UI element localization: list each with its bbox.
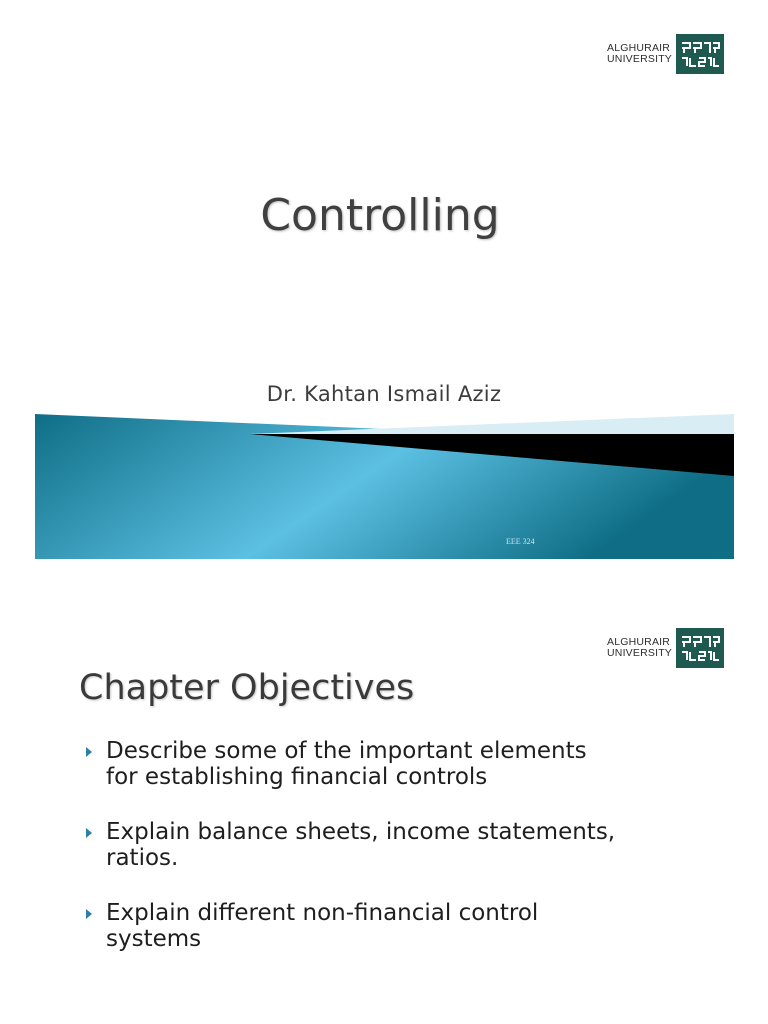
bullet-line-2: ratios. [106,845,179,871]
decorative-banner [35,414,734,559]
university-emblem-icon [676,34,724,74]
list-item [82,900,722,952]
author-name: Dr. Kahtan Ismail Aziz [266,382,502,406]
university-logo [607,628,724,668]
slide-title: Chapter Objectives [79,668,415,708]
logo-line-1: ALGHURAIR [607,42,671,54]
objectives-slide [0,590,768,1024]
university-emblem-icon [676,628,724,668]
bullet-line-2: for establishing financial controls [106,764,488,790]
list-item [82,819,722,871]
bullet-line-2: systems [106,926,202,952]
logo-line-2: UNIVERSITY [607,647,673,659]
bullet-line-1: Describe some of the important elements [106,738,587,764]
logo-text [607,637,672,659]
logo-text [607,43,672,65]
slide-title: Controlling [260,190,500,241]
university-logo [607,34,724,74]
bullet-arrow-icon [86,828,92,838]
course-code: EEE 324 [506,537,535,546]
bullet-line-1: Explain balance sheets, income statements, [106,819,616,845]
logo-line-2: UNIVERSITY [607,53,673,65]
list-item [82,738,722,790]
bullet-line-1: Explain different non-financial control [106,900,539,926]
objectives-list [82,738,722,981]
bullet-arrow-icon [86,747,92,757]
logo-line-1: ALGHURAIR [607,636,671,648]
bullet-arrow-icon [86,909,92,919]
